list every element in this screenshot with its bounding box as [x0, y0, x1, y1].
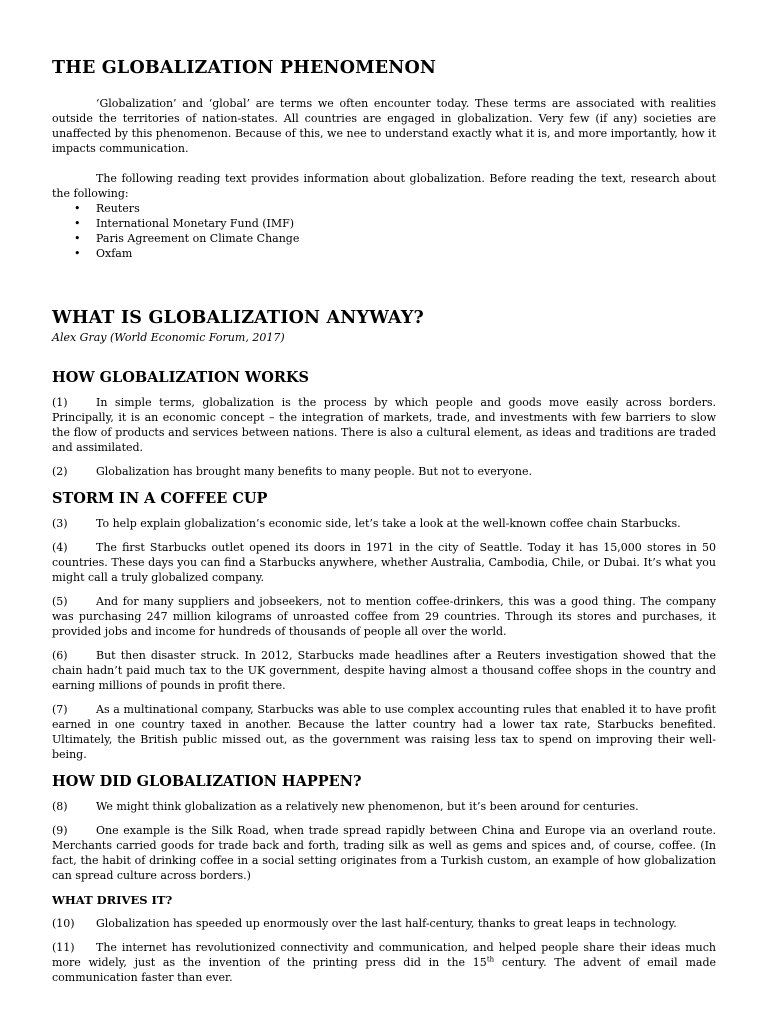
paragraph-text: Globalization has speeded up enormously over the last half-century, thanks to great leaps in technology. — [96, 917, 677, 930]
article-author: Alex Gray (World Economic Forum, 2017) — [52, 331, 285, 344]
bullet-item: • International Monetary Fund (IMF) — [52, 216, 716, 231]
numbered-paragraph-2 — [52, 464, 716, 479]
paragraph-text: One example is the Silk Road, when trade spread rapidly between China and Europe via an overland route. Merchants carried goods for trade back and forth, trading silk as well as gems and spices and, of course, coffee. (In fact, the habit of drinking coffee in a social setting originates from a Turkish custom, an example of how globalization can spread culture across borders.) — [52, 824, 716, 882]
numbered-paragraph-1 — [52, 395, 716, 455]
article-title: WHAT IS GLOBALIZATION ANYWAY? — [52, 308, 424, 328]
paragraph-text: We might think globalization as a relatively new phenomenon, but it’s been around for centuries. — [96, 800, 639, 813]
numbered-paragraph-10 — [52, 916, 716, 931]
section-heading-what-drives-it: WHAT DRIVES IT? — [52, 893, 173, 907]
paragraph-text: Globalization has brought many benefits to many people. But not to everyone. — [96, 465, 532, 478]
numbered-paragraph-8 — [52, 799, 716, 814]
numbered-paragraph-9 — [52, 823, 716, 883]
section-heading-how-globalization-works: HOW GLOBALIZATION WORKS — [52, 369, 309, 386]
paragraph-number: (2) — [52, 465, 68, 478]
numbered-paragraph-5 — [52, 594, 716, 639]
paragraph-text-continued: century. The advent of email made communication faster than ever. — [52, 956, 717, 984]
paragraph-number: (4) — [52, 541, 68, 554]
numbered-paragraph-6 — [52, 648, 716, 693]
paragraph-number: (6) — [52, 649, 68, 662]
paragraph-number: (3) — [52, 517, 68, 530]
bullet-item: • Reuters — [52, 201, 716, 216]
paragraph-text: The internet has revolutionized connectivity and communication, and helped people share their ideas much more widely, just as the invention of the printing press did in the 15 — [52, 941, 716, 969]
paragraph-text: To help explain globalization’s economic side, let’s take a look at the well-known coffee chain Starbucks. — [96, 517, 681, 530]
numbered-paragraph-4 — [52, 540, 716, 585]
paragraph-number: (11) — [52, 941, 75, 954]
paragraph-text: And for many suppliers and jobseekers, not to mention coffee-drinkers, this was a good thing. The company was purchasing 247 million kilograms of unroasted coffee from 29 countries. Through its stores and purchases, it provided jobs and income for hundreds of thousands of people all over the world. — [52, 595, 716, 638]
paragraph-number: (9) — [52, 824, 68, 837]
paragraph-number: (8) — [52, 800, 68, 813]
paragraph-number: (10) — [52, 917, 75, 930]
superscript-ordinal: th — [486, 955, 495, 964]
paragraph-number: (1) — [52, 396, 68, 409]
numbered-paragraph-3 — [52, 516, 716, 531]
intro-paragraph-2: The following reading text provides information about globalization. Before reading the text, research about the following: — [52, 172, 716, 200]
intro-paragraph-1: ‘Globalization’ and ‘global’ are terms we often encounter today. These terms are associated with realities outside the territories of nation-states. All countries are engaged in globalization. Very few (if any) societies are unaffected by this phenomenon. Because of this, we nee to understand exactly what it is, and more importantly, how it impacts communication. — [52, 97, 716, 155]
paragraph-text: But then disaster struck. In 2012, Starbucks made headlines after a Reuters investigation showed that the chain hadn’t paid much tax to the UK government, despite having almost a thousand coffee shops in the country and earning millions of pounds in profit there. — [52, 649, 716, 692]
section-heading-how-did-globalization-happen: HOW DID GLOBALIZATION HAPPEN? — [52, 773, 362, 790]
paragraph-text: The first Starbucks outlet opened its doors in 1971 in the city of Seattle. Today it has 15,000 stores in 50 countries. These days you can find a Starbucks anywhere, whether Australia, Cambodia, Chile, or Dubai. It’s what you might call a truly globalized company. — [52, 541, 716, 584]
page-title: THE GLOBALIZATION PHENOMENON — [52, 58, 437, 78]
bullet-item: • Paris Agreement on Climate Change — [52, 231, 716, 246]
bullet-item: • Oxfam — [52, 246, 716, 261]
paragraph-number: (7) — [52, 703, 68, 716]
numbered-paragraph-7 — [52, 702, 716, 762]
paragraph-text: In simple terms, globalization is the process by which people and goods move easily across borders. Principally, it is an economic concept – the integration of markets, trade, and investments with few barriers to slow the flow of products and services between nations. There is also a cultural element, as ideas and traditions are traded and assimilated. — [52, 396, 716, 454]
section-heading-storm-in-a-coffee-cup: STORM IN A COFFEE CUP — [52, 490, 268, 507]
paragraph-number: (5) — [52, 595, 68, 608]
numbered-paragraph-11 — [52, 940, 716, 985]
paragraph-text: As a multinational company, Starbucks was able to use complex accounting rules that enabled it to have profit earned in one country taxed in another. Because the latter country had a lower tax rate, Starbucks benefited. Ultimately, the British public missed out, as the government was raising less tax to spend on improving their well-being. — [52, 703, 716, 761]
research-bullet-list — [52, 201, 716, 261]
